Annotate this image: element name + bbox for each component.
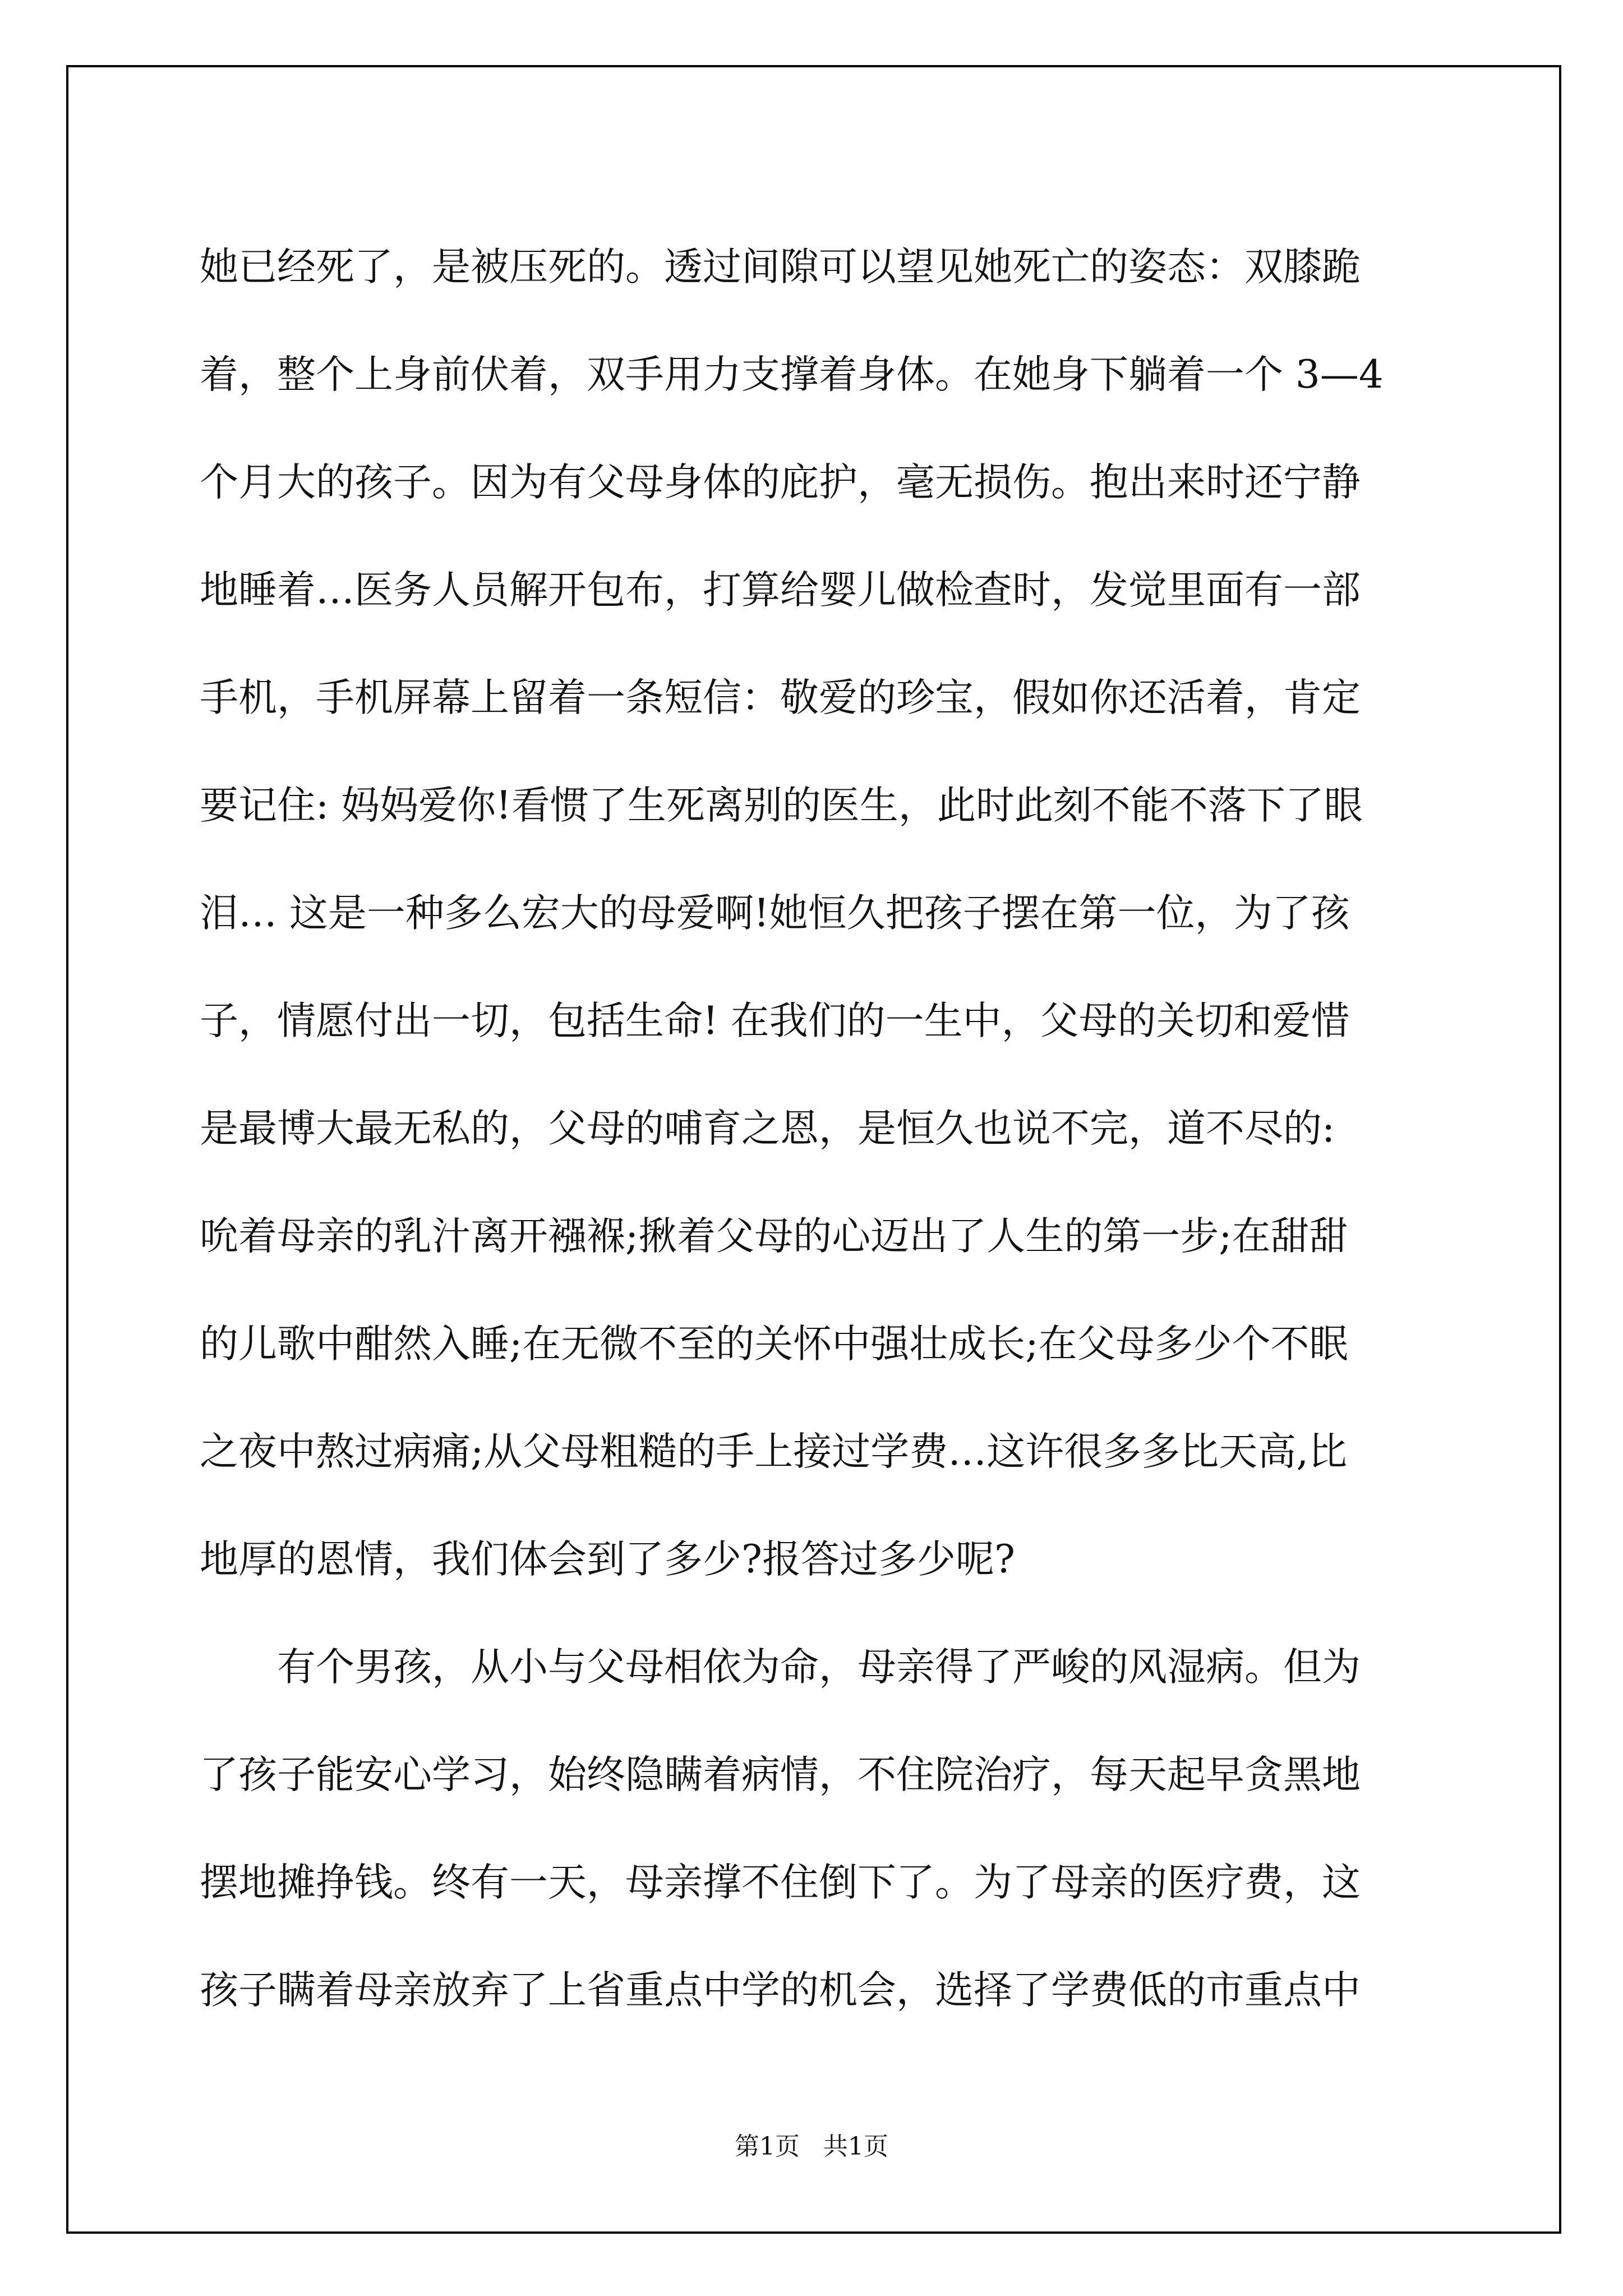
text-line: 吮着母亲的乳汁离开襁褓;揪着父母的心迈出了人生的第一步;在甜甜: [200, 1214, 1348, 1259]
text-line: 了孩子能安心学习，始终隐瞒着病情，不住院治疗，每天起早贪黑地: [200, 1752, 1361, 1797]
text-line: 她已经死了，是被压死的。透过间隙可以望见她死亡的姿态：双膝跪: [200, 245, 1361, 289]
text-line: 子，情愿付出一切，包括生命! 在我们的一生中，父母的关切和爱惜: [200, 999, 1350, 1043]
text-line: 泪… 这是一种多么宏大的母爱啊!她恒久把孩子摆在第一位，为了孩: [200, 891, 1350, 936]
text-line: 手机，手机屏幕上留着一条短信：敬爱的珍宝，假如你还活着，肯定: [200, 675, 1361, 720]
text-line: 摆地摊挣钱。终有一天，母亲撑不住倒下了。为了母亲的医疗费，这: [200, 1860, 1361, 1905]
text-line: 是最博大最无私的，父母的哺育之恩，是恒久也说不完，道不尽的:: [200, 1106, 1335, 1151]
text-line: 之夜中熬过病痛;从父母粗糙的手上接过学费…这许很多多比天高,比: [200, 1429, 1348, 1474]
text-line: 要记住: 妈妈爱你!看惯了生死离别的医生，此时此刻不能不落下了眼: [200, 783, 1363, 828]
text-line: 个月大的孩子。因为有父母身体的庇护，毫无损伤。抱出来时还宁静: [200, 460, 1361, 505]
page-number: 第1页 共1页: [735, 2132, 888, 2161]
text-line: 地睡着…医务人员解开包布，打算给婴儿做检查时，发觉里面有一部: [200, 568, 1361, 613]
text-line: 有个男孩，从小与父母相依为命，母亲得了严峻的风湿病。但为: [277, 1645, 1361, 1690]
text-line: 地厚的恩情，我们体会到了多少?报答过多少呢?: [200, 1537, 1015, 1582]
document-body: [200, 213, 1433, 2044]
paragraph-2: [200, 1613, 1433, 2044]
paragraph-1: [200, 213, 1433, 1613]
text-line: 着，整个上身前伏着，双手用力支撑着身体。在她身下躺着一个 3—4: [200, 352, 1384, 397]
text-line: 的儿歌中酣然入睡;在无微不至的关怀中强壮成长;在父母多少个不眠: [200, 1322, 1348, 1366]
text-line: 孩子瞒着母亲放弃了上省重点中学的机会，选择了学费低的市重点中: [200, 1968, 1361, 2013]
